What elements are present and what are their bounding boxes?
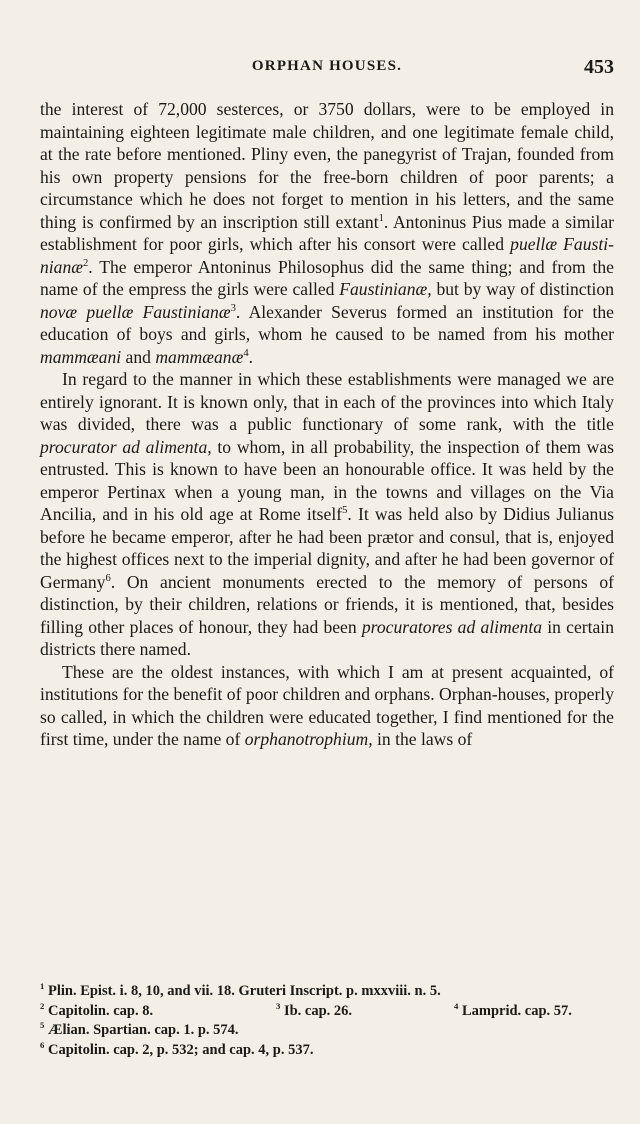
text-run: the interest of 72,000 sesterces, or 3750 dollars, were to be employed in maintaining eighteen legitimate male children, and one legitimate female child, at the rate before mentioned. Pliny even, the panegyrist of Trajan, founded from his own property pensions for the free-born children of poor parents; a circumstance which he does not forget to mention in his letters, and the same thing is confirmed by an inscription still extant: [40, 99, 614, 232]
footnote-number: 4: [454, 1000, 459, 1011]
text-run: to whom, in all probability, the inspection of them was entrusted. This is known to have been an honourable office. It was held by the emperor Pertinax when a young man, in the towns and villages on the Via Ancilia, and in his old age at Rome itself: [40, 436, 614, 524]
footnote: [454, 1002, 572, 1022]
footnote: [40, 1041, 313, 1061]
footnote-ref: 6: [105, 572, 111, 584]
text-run: . The emperor Antoninus Philosophus did the same thing; and from the name of the empress the girls were called: [40, 256, 614, 299]
italic-text: puellæ Faustinianæ: [40, 234, 614, 277]
footnote-number: 1: [40, 981, 45, 992]
text-run: In regard to the manner in which these establishments were managed we are entirely ignorant. It is known only, that in each of the provinces into which Italy was divided, there was a public functionary of some rank, with the title: [40, 369, 614, 434]
italic-text: Faustinianæ,: [339, 279, 432, 299]
footnote-text: Plin. Epist. i. 8, 10, and vii. 18. Gruteri Inscript. p. mxxviii. n. 5.: [47, 983, 441, 999]
footnote-ref: 3: [230, 302, 236, 314]
footnote: [40, 982, 441, 1002]
italic-text: mammæanæ: [155, 346, 244, 367]
footnote-number: 5: [40, 1020, 45, 1031]
italic-text: orphanotrophium,: [244, 729, 373, 749]
footnote-ref: 1: [378, 212, 384, 224]
footnote-number: 3: [276, 1000, 281, 1011]
footnote-text: Capitolin. cap. 2, p. 532; and cap. 4, p. 537.: [47, 1041, 314, 1058]
footnote: [276, 1002, 454, 1022]
footnote-row: [40, 1041, 614, 1061]
italic-text: mammæani: [40, 346, 122, 367]
running-head: ORPHAN HOUSES.: [251, 58, 403, 74]
footnote: [40, 1002, 276, 1022]
text-run: .: [248, 346, 254, 367]
paragraph: [40, 368, 614, 661]
paragraph: [40, 661, 614, 751]
text-run: in the laws of: [372, 729, 473, 749]
footnote-text: Lamprid. cap. 57.: [461, 1002, 572, 1019]
page-number: 453: [584, 56, 614, 78]
footnote-row: [40, 982, 614, 1002]
footnote-number: 2: [40, 1000, 45, 1011]
text-run: These are the oldest instances, with which I am at present acquainted, of institutions for the benefit of poor children and orphans. Orphan-houses, properly so called, in which the children were educated together, I find mentioned for the first time, under the name of: [40, 661, 614, 749]
footnote-ref: 2: [83, 257, 89, 269]
footnote-ref: 4: [243, 347, 249, 359]
footnote-text: Capitolin. cap. 8.: [47, 1002, 154, 1019]
text-run: but by way of distinction: [431, 279, 614, 299]
text-run: and: [121, 346, 156, 367]
footnotes: [40, 982, 614, 1060]
page-header: [40, 56, 614, 82]
body-text: [40, 98, 614, 751]
footnote-text: Ælian. Spartian. cap. 1. p. 574.: [47, 1022, 239, 1038]
footnote-row: [40, 1021, 614, 1041]
text-run: . Alexander Severus formed an institution for the education of boys and girls, whom he caused to be named from his mother: [40, 301, 614, 344]
footnote: [40, 1021, 239, 1041]
italic-text: procurator ad alimenta,: [40, 436, 212, 457]
paragraph: [40, 98, 614, 368]
footnote-text: Ib. cap. 26.: [283, 1002, 353, 1019]
italic-text: procuratores ad alimenta: [361, 616, 543, 637]
text-run: . Antoninus Pius made a similar establishment for poor girls, which after his consort were called: [40, 211, 614, 254]
text-run: . On ancient monuments erected to the memory of persons of distinction, by their children, relations or friends, it is mentioned, that, besides filling other places of honour, they had been: [40, 571, 614, 637]
text-run: in certain districts there named.: [40, 616, 614, 659]
footnote-row: [40, 1002, 614, 1022]
footnote-number: 6: [40, 1039, 45, 1050]
text-run: . It was held also by Didius Julianus before he became emperor, after he had been prætor and consul, that is, enjoyed the highest offices next to the imperial dignity, and after he had been governor of Germany: [40, 504, 614, 592]
footnote-ref: 5: [342, 505, 348, 517]
italic-text: novæ puellæ Faustinianæ: [40, 301, 231, 322]
